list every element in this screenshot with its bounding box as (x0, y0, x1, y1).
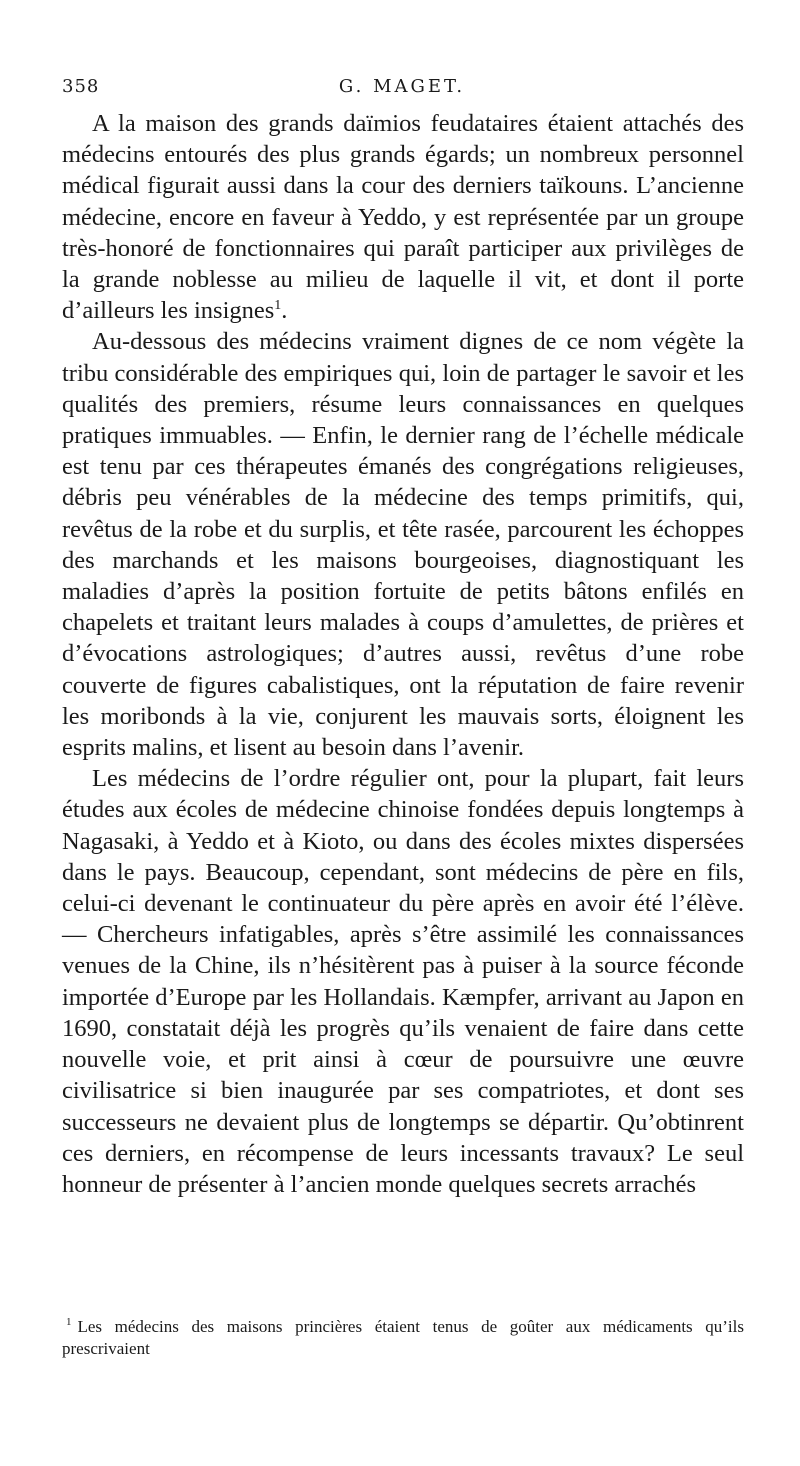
footnote-line (62, 1316, 744, 1360)
footnote-marker: 1 (66, 1316, 72, 1329)
paragraph-1-text: A la maison des grands daïmios feudataires étaient attachés des médecins entourés des plus grands égards; un nombreux personnel médical figurait aussi dans la cour des derniers taïkouns. L’ancienne médecine, encore en faveur à Yeddo, y est représentée par un groupe très-honoré de fonctionnaires qui paraît participer aux privilèges de la grande noblesse au milieu de laquelle il vit, et dont il porte d’ailleurs les insignes (62, 110, 744, 325)
paragraph-1 (62, 108, 744, 326)
paragraph-3: Les médecins de l’ordre régulier ont, pour la plupart, fait leurs études aux écoles de médecine chinoise fondées depuis longtemps à Nagasaki, à Yeddo et à Kioto, ou dans des écoles mixtes dispersées dans le pays. Beaucoup, cependant, sont médecins de père en fils, celui-ci devenant le continuateur du père après en avoir été l’élève. — Chercheurs infatigables, après s’être assimilé les connaissances venues de la Chine, ils n’hésitèrent pas à puiser à la source féconde importée d’Europe par les Hollandais. Kæmpfer, arrivant au Japon en 1690, constatait déjà les progrès qu’ils venaient de faire dans cette nouvelle voie, et prit ainsi à cœur de poursuivre une œuvre civilisatrice si bien inaugurée par ses compatriotes, et dont ses successeurs ne devaient plus de longtemps se départir. Qu’obtinrent ces derniers, en récompense de leurs incessants travaux? Le seul honneur de présenter à l’ancien monde quelques secrets arrachés (62, 765, 744, 1198)
footnote-text: Les médecins des maisons princières étaient tenus de goûter aux médicaments qu’ils prescrivaient (62, 1317, 744, 1358)
paragraph-2: Au-dessous des médecins vraiment dignes de ce nom végète la tribu considérable des empiriques qui, loin de partager le savoir et les qualités des premiers, résume leurs connaissances en quelques pratiques immuables. — Enfin, le dernier rang de l’échelle médicale est tenu par ces thérapeutes émanés des congrégations religieuses, débris peu vénérables de la médecine des temps primitifs, qui, revêtus de la robe et du surplis, et tête rasée, parcourent les échoppes des marchands et les maisons bourgeoises, diagnostiquant les maladies d’après la position fortuite de petits bâtons enfilés en chapelets et traitant leurs malades à coups d’amulettes, de prières et d’évocations astrologiques; d’autres aussi, revêtus d’une robe couverte de figures cabalistiques, ont la réputation de faire revenir les moribonds à la vie, conjurent les mauvais sorts, éloignent les esprits malins, et lisent au besoin dans l’avenir. (62, 328, 744, 762)
footnote-reference-trail: . (281, 297, 288, 325)
page-number: 358 (62, 76, 100, 97)
running-head: G. MAGET. (338, 76, 466, 97)
footnote-reference: 1 (274, 298, 282, 314)
page-header (62, 76, 742, 104)
footnote (62, 1316, 744, 1360)
body-text (62, 108, 744, 1200)
